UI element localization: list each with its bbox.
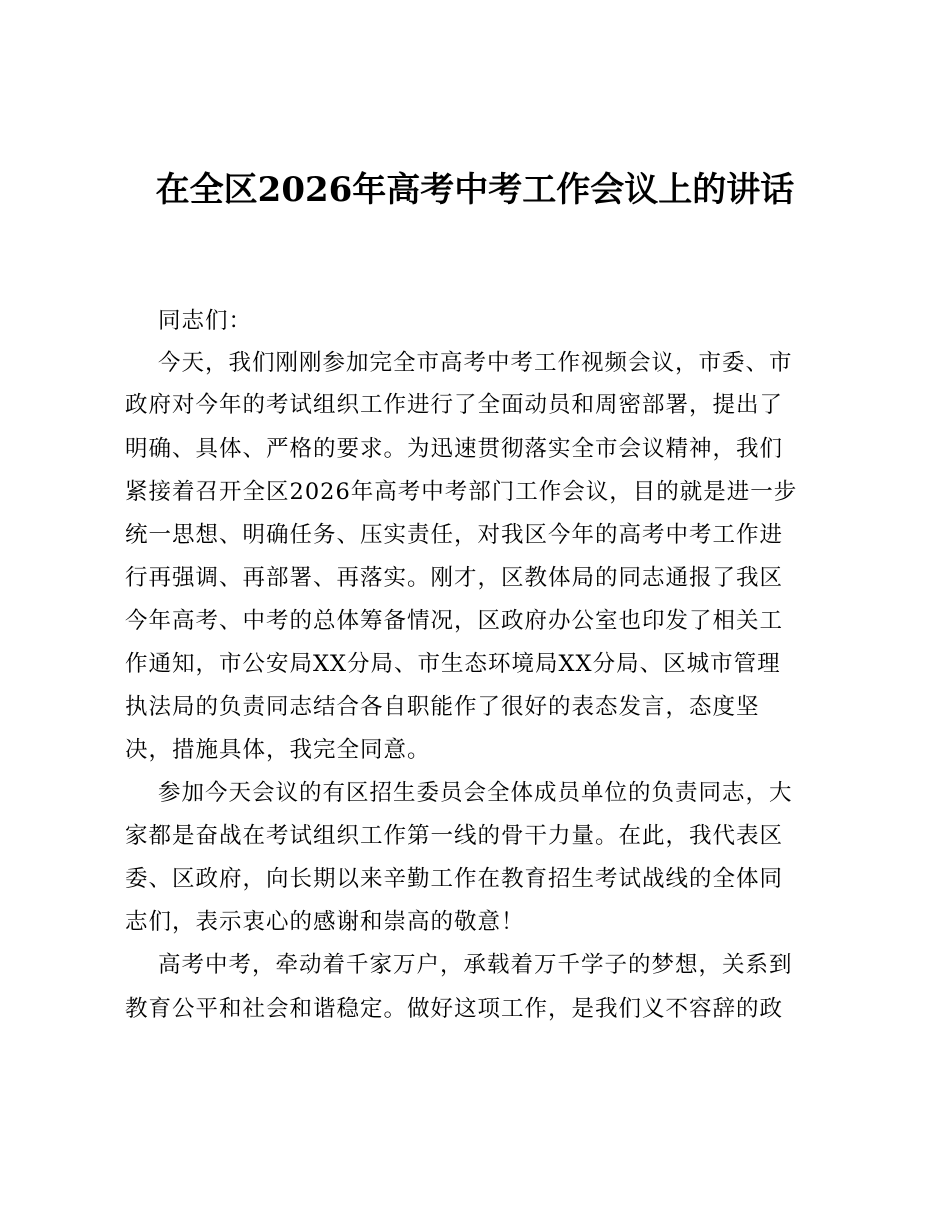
- paragraph-line: 志们，表示衷心的感谢和崇高的敬意！: [125, 909, 525, 935]
- paragraph-line: 家都是奋战在考试组织工作第一线的骨干力量。在此，我代表区: [125, 823, 784, 849]
- paragraph-line: 今年高考、中考的总体筹备情况，区政府办公室也印发了相关工: [125, 608, 784, 634]
- paragraph-line: 今天，我们刚刚参加完全市高考中考工作视频会议，市委、市: [158, 350, 793, 376]
- paragraph-line: 政府对今年的考试组织工作进行了全面动员和周密部署，提出了: [125, 392, 784, 418]
- paragraph-line: 行再强调、再部署、再落实。刚才，区教体局的同志通报了我区: [125, 565, 784, 591]
- paragraph-line: 执法局的负责同志结合各自职能作了很好的表态发言，态度坚: [125, 694, 760, 720]
- paragraph-line: 作通知，市公安局XX分局、市生态环境局XX分局、区城市管理: [125, 651, 781, 677]
- paragraph-line: 紧接着召开全区2026年高考中考部门工作会议，目的就是进一步: [125, 479, 798, 505]
- paragraph-line: 明确、具体、严格的要求。为迅速贯彻落实全市会议精神，我们: [125, 436, 784, 462]
- paragraph-line: 统一思想、明确任务、压实责任，对我区今年的高考中考工作进: [125, 522, 784, 548]
- document-title: 在全区2026年高考中考工作会议上的讲话: [155, 170, 795, 210]
- paragraph-line: 决，措施具体，我完全同意。: [125, 737, 431, 763]
- paragraph-line: 委、区政府，向长期以来辛勤工作在教育招生考试战线的全体同: [125, 866, 784, 892]
- paragraph-line: 参加今天会议的有区招生委员会全体成员单位的负责同志，大: [158, 780, 793, 806]
- salutation: 同志们：: [158, 308, 253, 334]
- paragraph-line: 高考中考，牵动着千家万户，承载着万千学子的梦想，关系到: [158, 952, 793, 978]
- paragraph-line: 教育公平和社会和谐稳定。做好这项工作，是我们义不容辞的政: [125, 996, 784, 1022]
